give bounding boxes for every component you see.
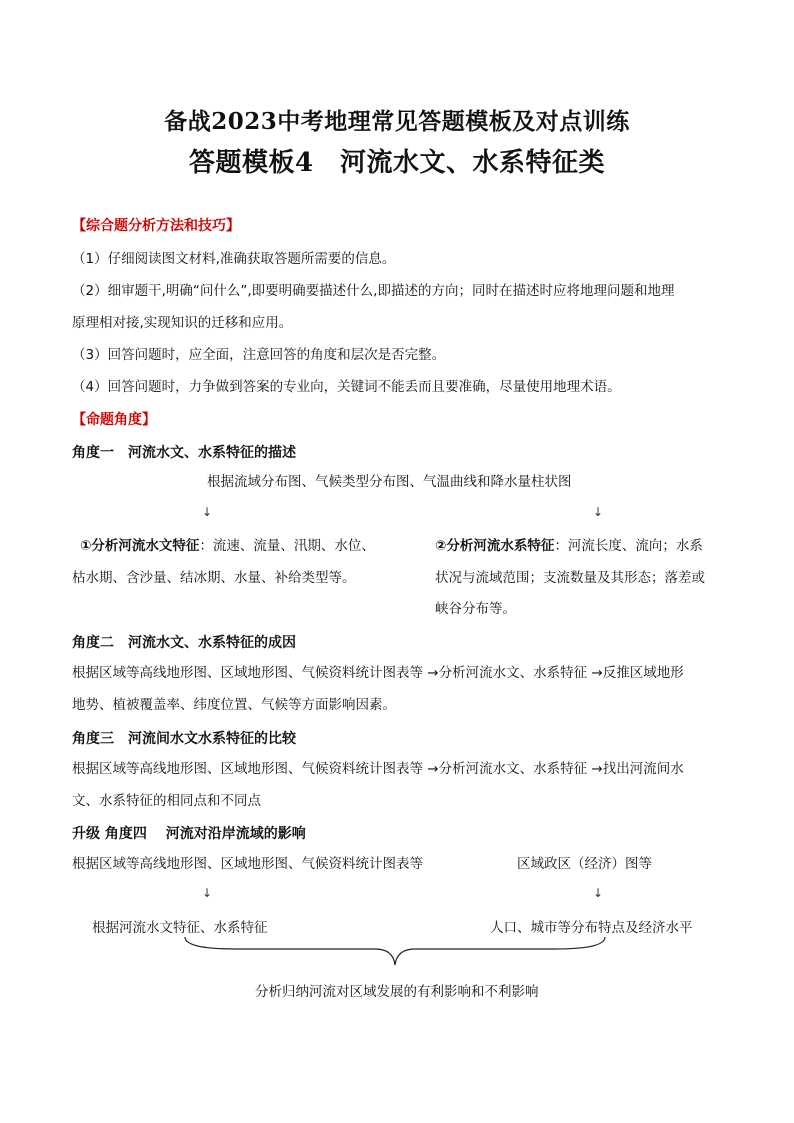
angle1-source: 根据流域分布图、气候类型分布图、气温曲线和降水量柱状图 <box>207 474 572 490</box>
angle1-arrow-left: ↓ <box>202 505 213 519</box>
angle4-arrow-left: ↓ <box>202 886 213 900</box>
angle2-title: 角度二 河流水文、水系特征的成因 <box>72 635 296 651</box>
angle1-arrow-right: ↓ <box>593 505 604 519</box>
angle4-arrow-right: ↓ <box>593 886 604 900</box>
angle1-system-line3: 峡谷分布等。 <box>435 601 516 617</box>
angle4-mid-left: 根据河流水文特征、水系特征 <box>92 920 268 936</box>
angle1-hydro-line2: 枯水期、含沙量、结冰期、水量、补给类型等。 <box>72 570 356 586</box>
method-item-3: （3）回答问题时，应全面，注意回答的角度和层次是否完整。 <box>72 347 446 363</box>
angle1-system-text: ：河流长度、流向；水系 <box>554 538 703 554</box>
document-title: 备战2023中考地理常见答题模板及对点训练 <box>164 108 630 135</box>
angles-heading: 【命题角度】 <box>72 412 156 428</box>
angle4-mid-right: 人口、城市等分布特点及经济水平 <box>490 920 693 936</box>
grouping-brace <box>175 935 615 969</box>
angle3-line2: 文、水系特征的相同点和不同点 <box>72 793 261 809</box>
document-subtitle: 答题模板4 河流水文、水系特征类 <box>188 148 606 178</box>
method-item-2: （2）细审题干,明确“问什么”,即要明确要描述什么,即描述的方向；同时在描述时应将地理问题和地理 <box>72 283 675 299</box>
methods-heading: 【综合题分析方法和技巧】 <box>72 218 240 234</box>
angle1-title: 角度一 河流水文、水系特征的描述 <box>72 445 296 461</box>
angle1-system-line1 <box>435 537 703 555</box>
angle4-title: 升级 角度四 河流对沿岸流域的影响 <box>72 826 306 842</box>
method-item-4: （4）回答问题时，力争做到答案的专业向，关键词不能丢而且要准确，尽量使用地理术语。 <box>72 379 621 395</box>
angle2-line1: 根据区域等高线地形图、区域地形图、气候资料统计图表等 →分析河流水文、水系特征 →反推区域地形 <box>72 665 684 681</box>
angle1-system-label: ②分析河流水系特征 <box>435 538 555 554</box>
angle1-hydro-text: ：流速、流量、汛期、水位、 <box>199 538 375 554</box>
method-item-2-cont: 原理相对接,实现知识的迁移和应用。 <box>72 315 293 331</box>
angle3-title: 角度三 河流间水文水系特征的比较 <box>72 731 296 747</box>
angle4-source-right: 区域政区（经济）图等 <box>517 856 652 872</box>
angle1-hydro-label: ①分析河流水文特征 <box>80 538 200 554</box>
angle1-system-line2: 状况与流域范围；支流数量及其形态；落差或 <box>435 570 705 586</box>
angle1-hydro-line1 <box>80 537 375 555</box>
angle4-conclusion: 分析归纳河流对区域发展的有利影响和不利影响 <box>255 984 539 1000</box>
angle3-line1: 根据区域等高线地形图、区域地形图、气候资料统计图表等 →分析河流水文、水系特征 →找出河流间水 <box>72 761 684 777</box>
angle4-source-left: 根据区域等高线地形图、区域地形图、气候资料统计图表等 <box>72 856 423 872</box>
method-item-1: （1）仔细阅读图文材料,准确获取答题所需要的信息。 <box>72 251 396 267</box>
angle2-line2: 地势、植被覆盖率、纬度位置、气候等方面影响因素。 <box>72 697 396 713</box>
